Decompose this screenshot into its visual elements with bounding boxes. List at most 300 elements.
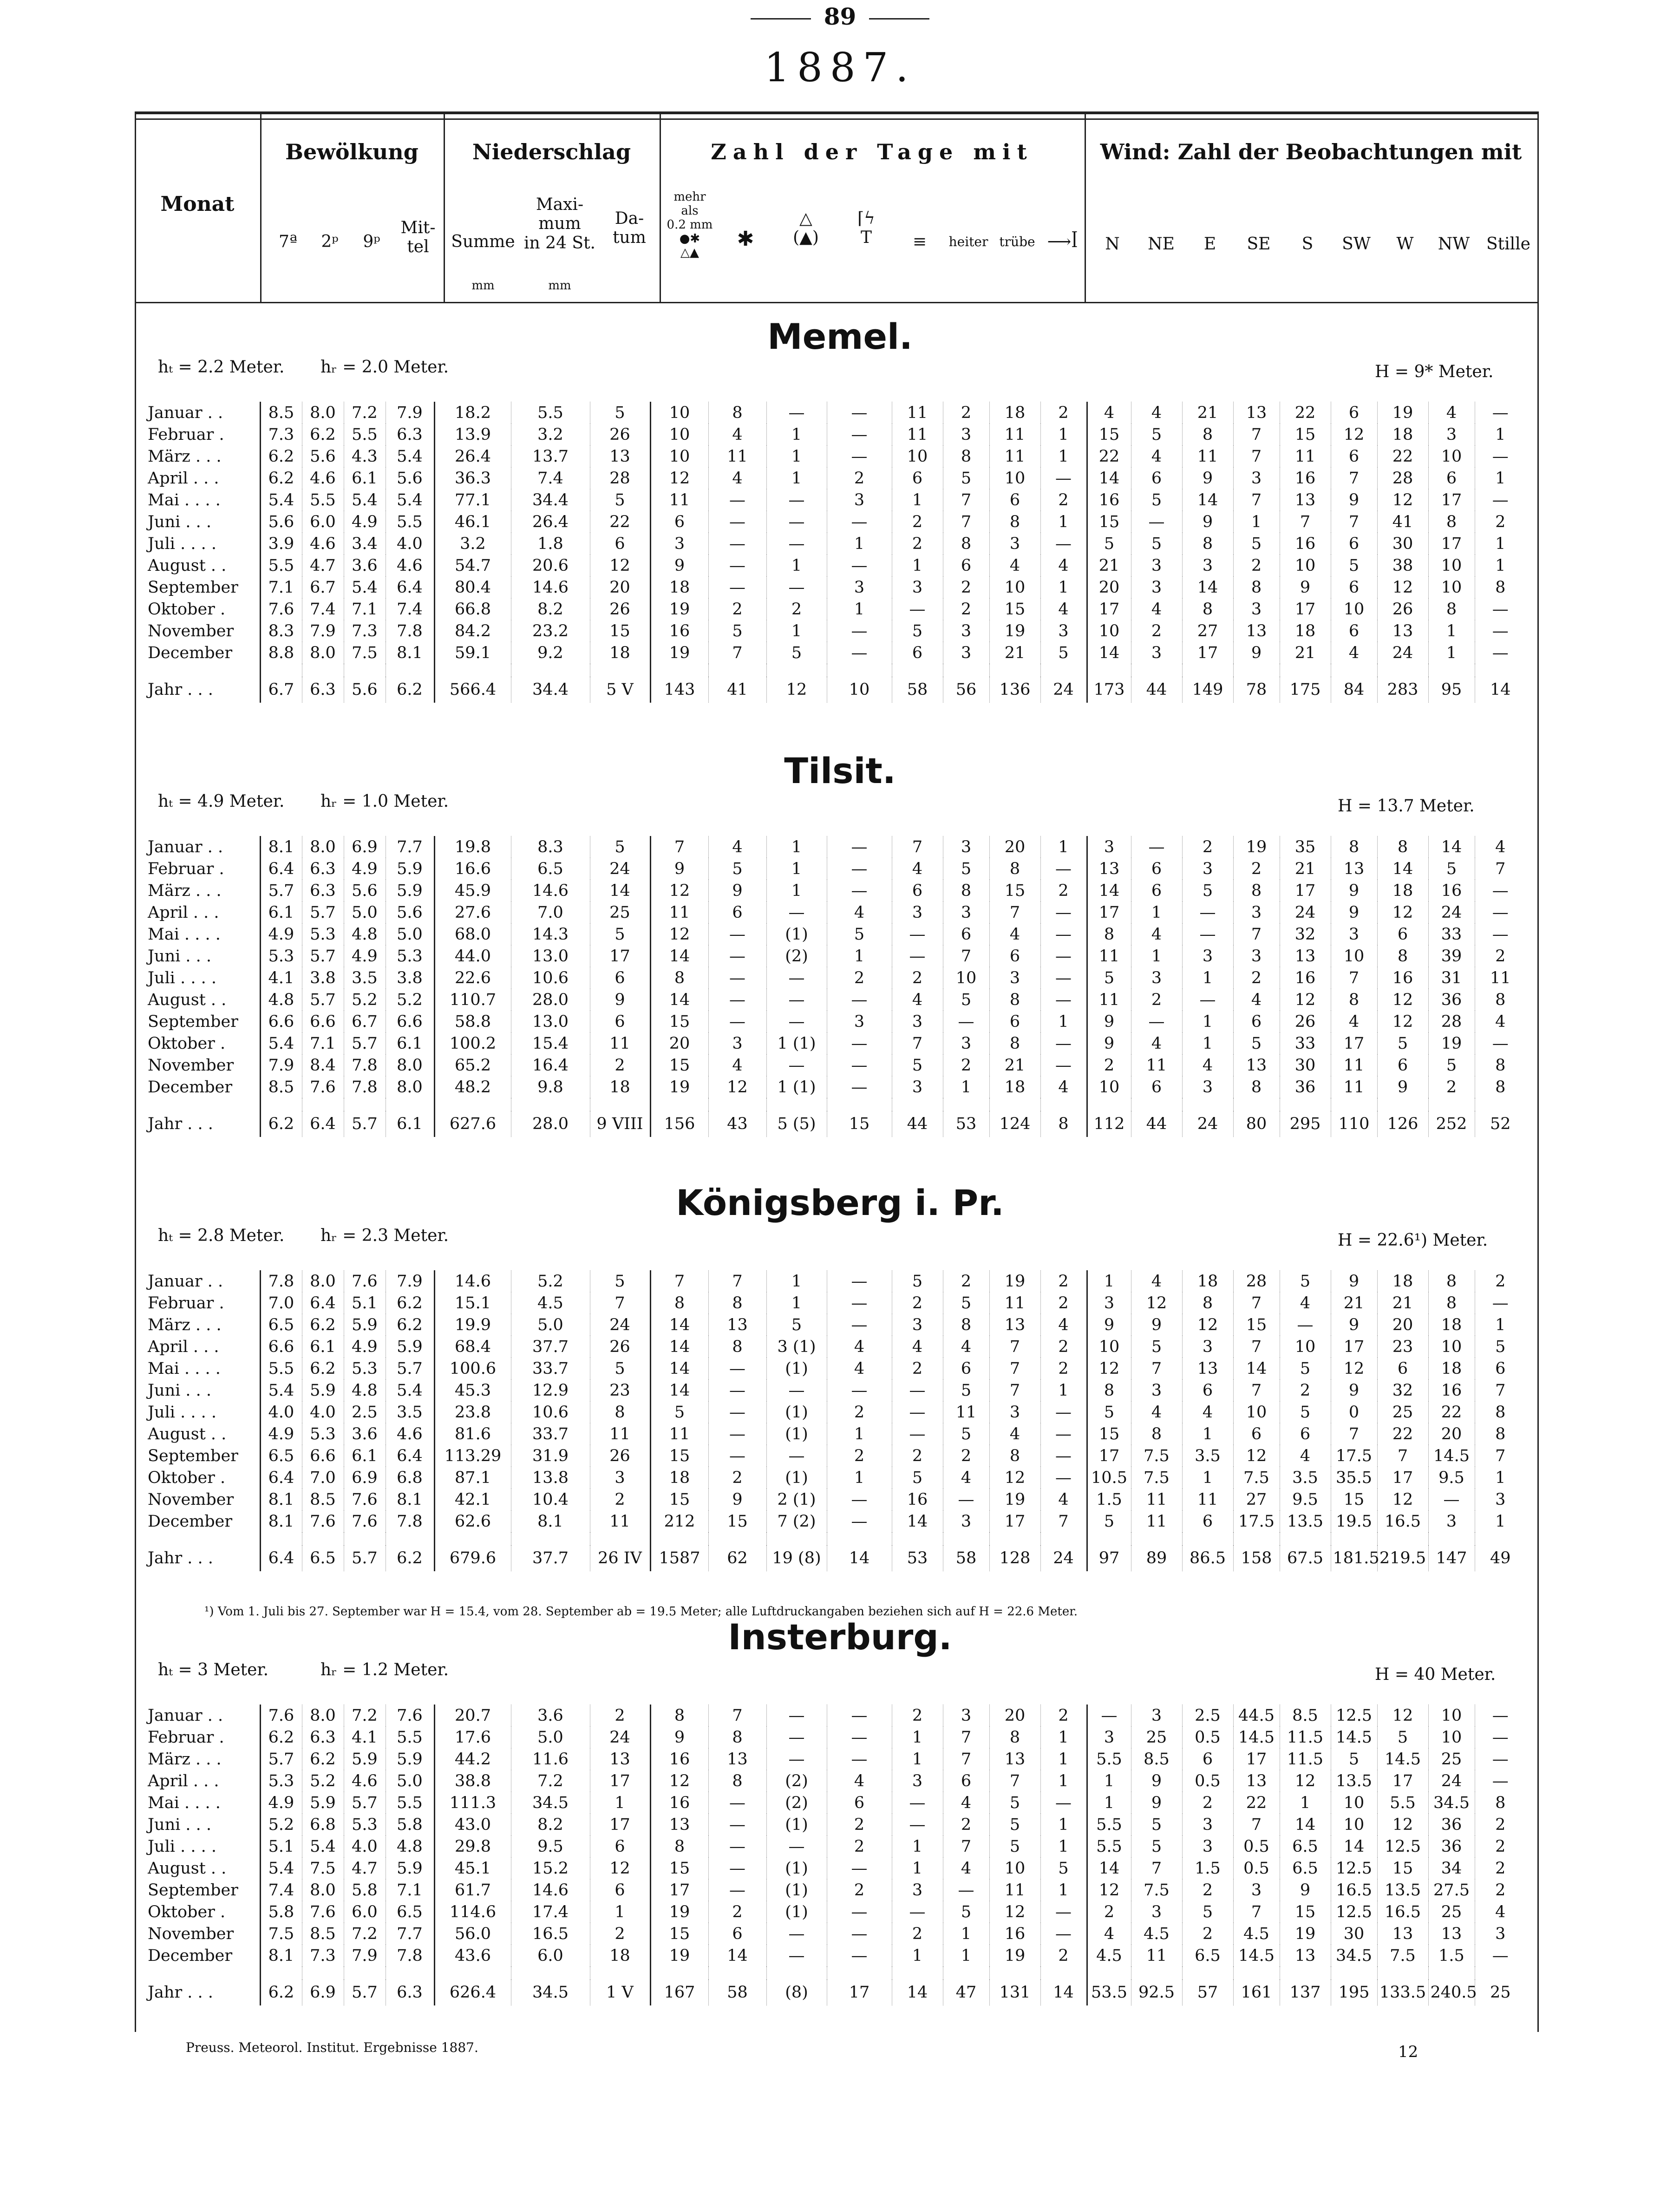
table-cell: 6.2 xyxy=(386,1314,434,1336)
month-label: November xyxy=(148,1490,234,1509)
table-cell: 5.5 xyxy=(302,489,344,511)
table-cell: — xyxy=(766,1748,827,1770)
table-cell: 4 xyxy=(1428,402,1475,424)
month-label: September xyxy=(148,1881,238,1900)
table-cell: 34.5 xyxy=(511,1792,590,1814)
table-cell: 80.4 xyxy=(434,576,511,598)
table-cell: 3 xyxy=(1087,1292,1131,1314)
table-cell: 7 xyxy=(1475,1445,1526,1467)
table-cell: — xyxy=(1475,1726,1526,1748)
table-cell: 128 xyxy=(989,1545,1040,1571)
table-cell: 6 xyxy=(650,511,708,533)
table-cell: 7.4 xyxy=(511,467,590,489)
table-cell: — xyxy=(1087,1705,1131,1726)
table-cell: 6 xyxy=(943,555,989,576)
table-cell: 14.3 xyxy=(511,923,590,945)
table-cell: 0.5 xyxy=(1233,1835,1280,1857)
table-cell: 36 xyxy=(1428,989,1475,1011)
table-cell: 5.9 xyxy=(386,1857,434,1879)
table-cell: 5.0 xyxy=(511,1314,590,1336)
table-cell: 8 xyxy=(1182,1292,1233,1314)
height-H: H = 9* Meter. xyxy=(1375,362,1494,381)
table-cell: 3.6 xyxy=(344,1423,386,1445)
table-cell: — xyxy=(1131,836,1182,858)
table-cell: 2 xyxy=(708,1901,766,1923)
table-cell: — xyxy=(827,1510,892,1532)
table-cell: 3 xyxy=(1182,1814,1233,1835)
table-row xyxy=(135,1011,1584,1032)
table-row xyxy=(135,901,1584,923)
table-cell: 4 xyxy=(1331,1011,1377,1032)
table-cell: 18 xyxy=(590,1945,650,1966)
table-cell: 20 xyxy=(650,1032,708,1054)
table-cell: 8.1 xyxy=(511,1510,590,1532)
table-cell: 19 xyxy=(1233,836,1280,858)
table-cell: 6 xyxy=(1331,576,1377,598)
table-cell: 11 xyxy=(1182,445,1233,467)
monat-header: Monat xyxy=(160,192,235,216)
table-cell: 16 xyxy=(650,1792,708,1814)
table-cell: 4 xyxy=(989,923,1040,945)
table-cell: 6 xyxy=(1233,1423,1280,1445)
table-cell: 11 xyxy=(590,1510,650,1532)
table-cell: 7.9 xyxy=(344,1945,386,1966)
table-cell: 5.9 xyxy=(386,1748,434,1770)
table-row xyxy=(135,445,1584,467)
table-cell: 2 xyxy=(827,967,892,989)
table-cell: 3 xyxy=(1182,858,1233,880)
table-row xyxy=(135,1489,1584,1510)
table-cell: (1) xyxy=(766,1401,827,1423)
table-cell: — xyxy=(827,989,892,1011)
table-row xyxy=(135,1857,1584,1879)
table-cell: 4.1 xyxy=(260,967,302,989)
table-cell: 53 xyxy=(943,1111,989,1137)
table-cell: 2 xyxy=(766,598,827,620)
table-cell: 5 xyxy=(1377,1032,1428,1054)
table-cell: 2 xyxy=(1280,1379,1331,1401)
table-cell: 10 xyxy=(1331,1814,1377,1835)
month-label: März . . . xyxy=(148,1750,222,1769)
table-cell: 11 xyxy=(1131,1945,1182,1966)
table-cell: 3 xyxy=(827,576,892,598)
table-cell: 8 xyxy=(943,880,989,901)
table-cell: — xyxy=(943,1011,989,1032)
table-cell: 5.7 xyxy=(302,989,344,1011)
table-cell: 6.9 xyxy=(302,1979,344,2005)
table-cell: — xyxy=(708,1445,766,1467)
table-cell: 6 xyxy=(1131,467,1182,489)
table-cell: 1 xyxy=(766,1292,827,1314)
table-cell: 19.8 xyxy=(434,836,511,858)
fog-icon: ≡ xyxy=(912,232,927,251)
month-label: November xyxy=(148,1924,234,1943)
table-cell: 7 xyxy=(1377,1445,1428,1467)
table-cell: 14 xyxy=(1233,1358,1280,1379)
table-cell: 18.2 xyxy=(434,402,511,424)
table-cell: 1 xyxy=(1040,511,1087,533)
table-cell: 20 xyxy=(989,836,1040,858)
table-cell: 16 xyxy=(1280,467,1331,489)
table-cell: 6.4 xyxy=(386,576,434,598)
table-cell: 3.8 xyxy=(386,967,434,989)
table-cell: 8 xyxy=(1131,1423,1182,1445)
table-cell: 11 xyxy=(1131,1510,1182,1532)
table-cell: — xyxy=(827,445,892,467)
table-cell: 5.9 xyxy=(386,880,434,901)
table-cell: — xyxy=(766,511,827,533)
table-cell: 6 xyxy=(827,1792,892,1814)
table-cell: 1 xyxy=(827,945,892,967)
table-cell: 14.5 xyxy=(1428,1445,1475,1467)
month-label: Mai . . . . xyxy=(148,1793,221,1812)
table-cell: 14 xyxy=(1428,836,1475,858)
table-cell: 14.6 xyxy=(511,1879,590,1901)
table-cell: — xyxy=(827,1292,892,1314)
table-cell: 13 xyxy=(1280,1945,1331,1966)
table-cell: 6.1 xyxy=(386,1032,434,1054)
table-cell: 1 xyxy=(892,1945,943,1966)
table-cell: — xyxy=(1280,1314,1331,1336)
table-cell: (1) xyxy=(766,1358,827,1379)
table-cell: 7 xyxy=(1331,467,1377,489)
table-cell: — xyxy=(708,489,766,511)
table-cell: 6.2 xyxy=(260,467,302,489)
table-cell: 7.7 xyxy=(386,836,434,858)
table-cell: 7.9 xyxy=(386,1270,434,1292)
month-label: Juni . . . xyxy=(148,512,212,531)
table-cell: 62 xyxy=(708,1545,766,1571)
table-cell: 44.0 xyxy=(434,945,511,967)
table-cell: 23.2 xyxy=(511,620,590,642)
table-cell: — xyxy=(827,1076,892,1098)
table-cell: — xyxy=(708,533,766,555)
table-cell: — xyxy=(827,1923,892,1945)
table-cell: 5 xyxy=(1331,1748,1377,1770)
table-cell: 24 xyxy=(1182,1111,1233,1137)
table-cell: 13 xyxy=(989,1748,1040,1770)
table-cell: 14 xyxy=(1087,1857,1131,1879)
table-cell: 173 xyxy=(1087,677,1131,703)
table-cell: 14.6 xyxy=(511,880,590,901)
table-cell: 283 xyxy=(1377,677,1428,703)
table-cell: 5.6 xyxy=(386,467,434,489)
table-cell: 22 xyxy=(1233,1792,1280,1814)
table-cell: 6.3 xyxy=(386,424,434,445)
table-cell: — xyxy=(943,1879,989,1901)
table-cell: 2 xyxy=(943,598,989,620)
zahl-der-tage-header: Zahl der Tage mit xyxy=(711,139,1033,164)
table-cell: 19 xyxy=(650,1076,708,1098)
page-title: 1887. xyxy=(764,45,916,91)
table-cell: — xyxy=(827,642,892,664)
table-cell: 3 xyxy=(943,1705,989,1726)
table-cell: 136 xyxy=(989,677,1040,703)
row-gap xyxy=(135,1098,1584,1111)
table-cell: 5.3 xyxy=(344,1814,386,1835)
table-cell: 5 xyxy=(590,1270,650,1292)
table-cell: 4 xyxy=(1040,1489,1087,1510)
publisher-note: Preuss. Meteorol. Institut. Ergebnisse 1887. xyxy=(186,2040,478,2055)
table-cell: 18 xyxy=(1428,1358,1475,1379)
table-row xyxy=(135,402,1584,424)
table-cell: — xyxy=(1475,1945,1526,1966)
table-cell: 7 xyxy=(1131,1358,1182,1379)
table-cell: 10.6 xyxy=(511,967,590,989)
table-cell: 9.2 xyxy=(511,642,590,664)
table-cell: — xyxy=(708,989,766,1011)
table-cell: 6.6 xyxy=(302,1011,344,1032)
table-cell: 8.2 xyxy=(511,1814,590,1835)
table-cell: 3 xyxy=(1233,901,1280,923)
table-cell: 13 xyxy=(1377,620,1428,642)
thunder-icon: ⌈ϟ T xyxy=(857,209,875,248)
table-cell: 81.6 xyxy=(434,1423,511,1445)
table-cell: 5.9 xyxy=(386,1336,434,1358)
header-top-rule xyxy=(135,111,1537,114)
table-cell: 5.4 xyxy=(344,576,386,598)
table-cell: 26 xyxy=(590,1445,650,1467)
table-cell: 8.5 xyxy=(260,1076,302,1098)
table-cell: 5 xyxy=(989,1814,1040,1835)
table-cell: 6.6 xyxy=(386,1011,434,1032)
table-cell: 9.5 xyxy=(511,1835,590,1857)
table-cell: 3 xyxy=(943,901,989,923)
table-cell: 1 xyxy=(827,598,892,620)
table-cell: 6.2 xyxy=(260,1111,302,1137)
table-cell: 18 xyxy=(1182,1270,1233,1292)
table-row xyxy=(135,1314,1584,1336)
table-cell: 58 xyxy=(892,677,943,703)
table-cell: — xyxy=(1040,1445,1087,1467)
table-cell: 2 xyxy=(892,1923,943,1945)
table-cell: 6.2 xyxy=(260,1726,302,1748)
table-cell: 12 xyxy=(1377,901,1428,923)
table-cell: 1 xyxy=(1040,576,1087,598)
table-cell: 78 xyxy=(1233,677,1280,703)
table-cell: 8 xyxy=(1087,923,1131,945)
table-cell: 89 xyxy=(1131,1545,1182,1571)
table-cell: 29.8 xyxy=(434,1835,511,1857)
table-cell: 2 xyxy=(1040,1336,1087,1358)
table-cell: 114.6 xyxy=(434,1901,511,1923)
month-label: Oktober . xyxy=(148,1034,226,1053)
table-cell: 8 xyxy=(1182,424,1233,445)
table-cell: — xyxy=(1475,620,1526,642)
table-cell: 5 xyxy=(590,489,650,511)
table-cell: 8 xyxy=(989,1032,1040,1054)
table-cell: 5.3 xyxy=(260,1770,302,1792)
table-cell: 2 xyxy=(1233,858,1280,880)
table-cell: 3 xyxy=(708,1032,766,1054)
table-cell: 16 xyxy=(1428,880,1475,901)
table-cell: — xyxy=(1475,923,1526,945)
table-cell: 39 xyxy=(1428,945,1475,967)
table-cell: 7.2 xyxy=(344,1705,386,1726)
table-cell: 5 xyxy=(1131,533,1182,555)
table-cell: 7 xyxy=(1331,967,1377,989)
month-label: April . . . xyxy=(148,1337,219,1356)
table-cell: 5.5 xyxy=(386,511,434,533)
table-cell: 15.4 xyxy=(511,1032,590,1054)
table-cell: 4.9 xyxy=(344,945,386,967)
table-cell: 5.8 xyxy=(386,1814,434,1835)
table-cell: 10 xyxy=(1233,1401,1280,1423)
table-cell: 9.5 xyxy=(1280,1489,1331,1510)
table-cell: — xyxy=(827,511,892,533)
table-cell: 52 xyxy=(1475,1111,1526,1137)
table-cell: 7.6 xyxy=(344,1510,386,1532)
table-cell: 6 xyxy=(1182,1510,1233,1532)
table-cell: 4.9 xyxy=(260,923,302,945)
table-cell: 181.5 xyxy=(1331,1545,1377,1571)
table-cell: 7.0 xyxy=(302,1467,344,1489)
table-cell: 15 xyxy=(1377,1857,1428,1879)
table-cell: — xyxy=(766,489,827,511)
table-cell: 6.1 xyxy=(344,1445,386,1467)
table-row xyxy=(135,576,1584,598)
table-cell: 21 xyxy=(989,1054,1040,1076)
table-cell: 9 xyxy=(1331,880,1377,901)
table-cell: 7.6 xyxy=(302,1510,344,1532)
table-cell: 9.8 xyxy=(511,1076,590,1098)
table-cell: 4 xyxy=(1182,1401,1233,1423)
table-cell: 7 xyxy=(1475,858,1526,880)
table-cell: 6 xyxy=(1131,880,1182,901)
year-total-row xyxy=(135,1979,1584,2005)
table-cell: 8.1 xyxy=(260,1489,302,1510)
table-cell: 13 xyxy=(650,1814,708,1835)
month-label: September xyxy=(148,1012,238,1031)
table-cell: 11 xyxy=(1280,445,1331,467)
table-cell: — xyxy=(1182,901,1233,923)
table-cell: 5 xyxy=(708,620,766,642)
table-cell: 3 xyxy=(827,1011,892,1032)
table-cell: 16 xyxy=(1087,489,1131,511)
table-cell: 1 xyxy=(1182,967,1233,989)
table-cell: — xyxy=(827,1032,892,1054)
table-cell: 1 xyxy=(892,1748,943,1770)
table-cell: 17 xyxy=(1087,901,1131,923)
table-cell: 9 xyxy=(1331,901,1377,923)
table-cell: 5.2 xyxy=(302,1770,344,1792)
table-cell: — xyxy=(1475,1292,1526,1314)
table-cell: 7.9 xyxy=(302,620,344,642)
page-number-text: 89 xyxy=(824,3,856,30)
table-cell: 9 xyxy=(1377,1076,1428,1098)
table-cell: 4 xyxy=(892,1336,943,1358)
table-cell: 5 xyxy=(1428,858,1475,880)
table-cell: 9 xyxy=(1331,1379,1377,1401)
table-cell: 4 xyxy=(708,1054,766,1076)
table-cell: 11.5 xyxy=(1280,1748,1331,1770)
height-hr: hᵣ = 1.0 Meter. xyxy=(320,792,449,811)
table-cell: 1 xyxy=(1233,511,1280,533)
table-cell: 14 xyxy=(892,1510,943,1532)
table-cell: 6 xyxy=(989,489,1040,511)
station-name-memel: Memel. xyxy=(767,316,913,357)
table-cell: 3.5 xyxy=(1182,1445,1233,1467)
table-cell: 12 xyxy=(1233,1445,1280,1467)
table-cell: 13.5 xyxy=(1331,1770,1377,1792)
table-cell: 25 xyxy=(1428,1748,1475,1770)
table-row xyxy=(135,1445,1584,1467)
table-cell: 14 xyxy=(590,880,650,901)
col-7a: 7ª xyxy=(278,232,297,251)
table-cell: 17 xyxy=(989,1510,1040,1532)
table-cell: 1 xyxy=(943,1923,989,1945)
table-cell: 24 xyxy=(1428,1770,1475,1792)
table-cell: 15 xyxy=(1087,1423,1131,1445)
table-cell: 7.1 xyxy=(302,1032,344,1054)
table-cell: 5.2 xyxy=(511,1270,590,1292)
table-cell: 24 xyxy=(1040,677,1087,703)
table-cell: 2 xyxy=(1233,555,1280,576)
station-table xyxy=(135,1270,1584,1571)
table-cell: 20 xyxy=(1428,1423,1475,1445)
table-cell: 20 xyxy=(989,1705,1040,1726)
table-cell: 2 xyxy=(892,1705,943,1726)
table-cell: 18 xyxy=(1377,424,1428,445)
table-cell: — xyxy=(827,1705,892,1726)
month-label: Jahr . . . xyxy=(148,1115,213,1133)
table-row xyxy=(135,424,1584,445)
table-cell: 7 xyxy=(1233,489,1280,511)
table-cell: 14 xyxy=(1377,858,1428,880)
table-cell: 9 xyxy=(1087,1011,1131,1032)
table-cell: — xyxy=(708,1358,766,1379)
table-cell: 36.3 xyxy=(434,467,511,489)
table-cell: 8 xyxy=(1331,836,1377,858)
table-cell: 10 xyxy=(1280,1336,1331,1358)
table-cell: — xyxy=(766,402,827,424)
table-cell: 4 xyxy=(943,1857,989,1879)
table-cell: 17 xyxy=(1280,880,1331,901)
table-cell: 12 xyxy=(766,677,827,703)
table-cell: 6.7 xyxy=(302,576,344,598)
table-cell: 2 xyxy=(590,1054,650,1076)
table-cell: 1.8 xyxy=(511,533,590,555)
table-row xyxy=(135,1510,1584,1532)
table-cell: (1) xyxy=(766,1857,827,1879)
table-cell: 1 xyxy=(943,1076,989,1098)
table-cell: 2 xyxy=(1040,402,1087,424)
table-cell: 8 xyxy=(1377,945,1428,967)
table-cell: 6.5 xyxy=(1280,1835,1331,1857)
table-cell: 12 xyxy=(1087,1358,1131,1379)
table-cell: 5.9 xyxy=(302,1792,344,1814)
table-cell: 8 xyxy=(943,445,989,467)
table-cell: 7 xyxy=(989,1336,1040,1358)
table-cell: 11 xyxy=(1087,945,1131,967)
table-cell: 12 xyxy=(1377,576,1428,598)
table-cell: 21 xyxy=(989,642,1040,664)
table-cell: 8 xyxy=(989,511,1040,533)
table-cell: 2 xyxy=(1233,967,1280,989)
table-cell: 5.4 xyxy=(344,489,386,511)
table-cell: 8.4 xyxy=(302,1054,344,1076)
table-cell: 15.2 xyxy=(511,1857,590,1879)
table-cell: 13 xyxy=(1377,1923,1428,1945)
table-cell: 11 xyxy=(650,1423,708,1445)
table-cell: 12 xyxy=(1377,1011,1428,1032)
table-cell: 4 xyxy=(1087,1923,1131,1945)
table-cell: 27 xyxy=(1233,1489,1280,1510)
table-cell: 6 xyxy=(892,467,943,489)
table-cell: 1 xyxy=(1040,1879,1087,1901)
table-cell: 12.9 xyxy=(511,1379,590,1401)
table-cell: 3 xyxy=(1182,1336,1233,1358)
